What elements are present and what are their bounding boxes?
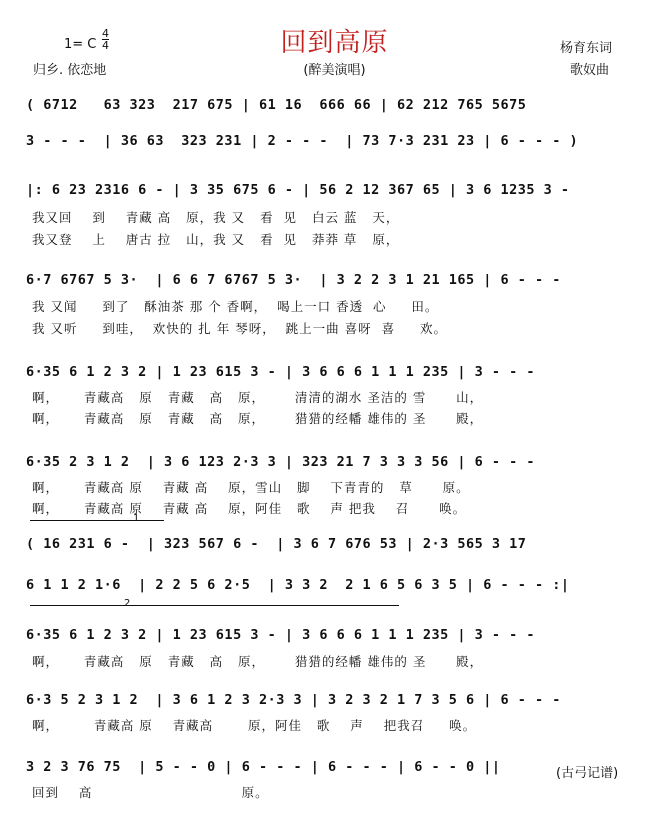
notation-text: 6·35 2 3 1 2 | 3 6 123 2·3 3 | 323 21 7 3 3 3 56 | 6 - - -: [26, 454, 536, 470]
transcriber-note: (古弓记谱): [556, 766, 619, 781]
song-title: 回到高原: [280, 28, 389, 58]
lyricist: 杨育东词: [560, 41, 613, 56]
score-line-2: [26, 131, 649, 153]
lyric-line-8: 啊， 青藏高 原 青藏 高 原，阿佳 歌 声 把我 召 唤。: [32, 501, 467, 516]
score-line-1: [26, 95, 649, 117]
notation-text: 3 2 3 76 75 | 5 - - 0 | 6 - - - | 6 - - - | 6 - - 0 ||: [26, 759, 501, 775]
subtitle-left: 归乡. 依恋地: [33, 63, 107, 78]
volta-2-label: 2: [124, 598, 131, 609]
composer: 歌奴曲: [570, 63, 610, 78]
score-line-8: [26, 575, 649, 597]
volta-1-bracket: [30, 520, 164, 521]
notation-text: ( 6712 63 323 217 675 | 61 16 666 66 | 62 212 765 5675: [26, 97, 527, 113]
performer: (醉美演唱): [303, 63, 366, 78]
volta-1-label: 1: [133, 513, 140, 524]
notation-text: 6·7 6767 5 3· | 6 6 7 6767 5 3· | 3 2 2 3 1 21 165 | 6 - - -: [26, 272, 561, 288]
notation-text: 3 - - - | 36 63 323 231 | 2 - - - | 73 7·3 231 23 | 6 - - - ): [26, 133, 579, 149]
lyric-line-2: 我又登 上 唐古 拉 山，我 又 看 见 莽莽 草 原，: [32, 232, 400, 247]
notation-text: 6·35 6 1 2 3 2 | 1 23 615 3 - | 3 6 6 6 1 1 1 235 | 3 - - -: [26, 364, 536, 380]
score-line-5: [26, 362, 649, 384]
notation-text: ( 16 231 6 - | 323 567 6 - | 3 6 7 676 53 | 2·3 565 3 17: [26, 536, 527, 552]
score-line-9: [26, 625, 649, 647]
score-line-11: [26, 757, 519, 779]
notation-text: 6·3 5 2 3 1 2 | 3 6 1 2 3 2·3 3 | 3 2 3 2 1 7 3 5 6 | 6 - - -: [26, 692, 561, 708]
lyric-line-10: 啊， 青藏高 原 青藏高 原，阿佳 歌 声 把我召 唤。: [32, 718, 477, 733]
score-line-3: [26, 180, 649, 202]
key-signature: 1= C: [64, 37, 97, 52]
score-line-7: [26, 534, 649, 556]
score-line-10: [26, 690, 649, 712]
score-line-4: [26, 270, 649, 292]
notation-text: 6·35 6 1 2 3 2 | 1 23 615 3 - | 3 6 6 6 1 1 1 235 | 3 - - -: [26, 627, 536, 643]
score-line-6: [26, 452, 649, 474]
lyric-line-4: 我 又听 到哇， 欢快的 扎 年 琴呀， 跳上一曲 喜呀 喜 欢。: [32, 321, 447, 336]
time-denominator: 4: [102, 39, 109, 52]
lyric-line-6: 啊， 青藏高 原 青藏 高 原， 猎猎的经幡 雄伟的 圣 殿，: [32, 411, 484, 426]
notation-text: |: 6 23 2316 6 - | 3 35 675 6 - | 56 2 12 367 65 | 3 6 1235 3 -: [26, 182, 570, 198]
time-numerator: 4: [102, 27, 109, 40]
lyric-line-3: 我 又闻 到了 酥油茶 那 个 香啊， 喝上一口 香透 心 田。: [32, 299, 439, 314]
lyric-line-9: 啊， 青藏高 原 青藏 高 原， 猎猎的经幡 雄伟的 圣 殿，: [32, 654, 484, 669]
time-signature: [102, 28, 109, 51]
lyric-line-11: 回到 高 原。: [32, 785, 269, 800]
lyric-line-1: 我又回 到 青藏 高 原，我 又 看 见 白云 蓝 天，: [32, 210, 400, 225]
volta-2-bracket: [30, 605, 399, 606]
lyric-line-5: 啊， 青藏高 原 青藏 高 原， 清清的湖水 圣洁的 雪 山，: [32, 390, 484, 405]
lyric-line-7: 啊， 青藏高 原 青藏 高 原，雪山 脚 下青青的 草 原。: [32, 480, 470, 495]
notation-text: 6 1 1 2 1·6 | 2 2 5 6 2·5 | 3 3 2 2 1 6 5 6 3 5 | 6 - - - :|: [26, 577, 570, 593]
